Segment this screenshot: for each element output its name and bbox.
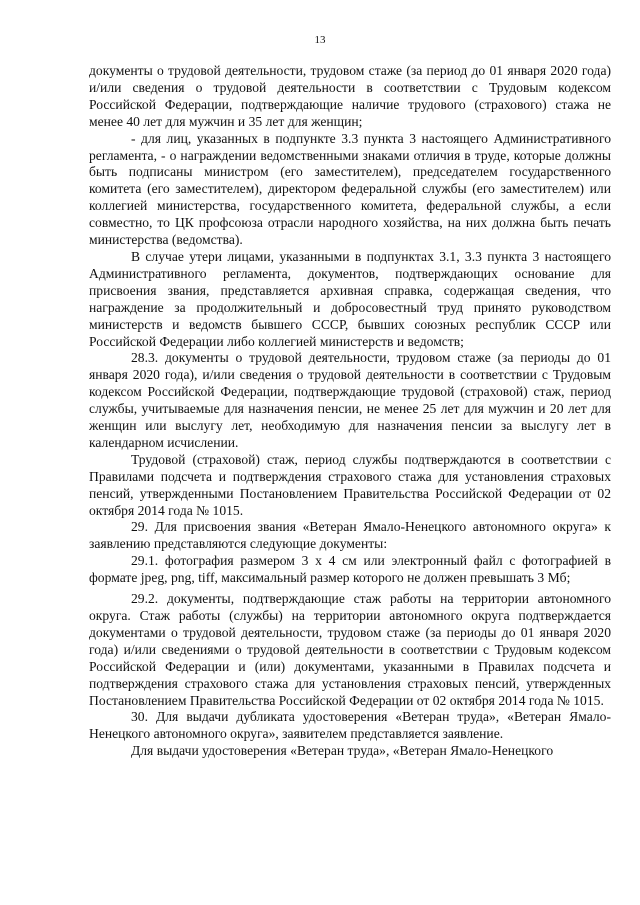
paragraph-29-1: 29.1. фотография размером 3 х 4 см или электронный файл с фотографией в формате jpeg, png, tiff, максимальный размер которого не должен превышать 3 Мб; <box>89 553 611 586</box>
paragraph-departmental-awards: - для лиц, указанных в подпункте 3.3 пункта 3 настоящего Административного регламента, - о награждении ведомственными знаками отличия в труде, которые должны быть подписаны министром (его заместителем), председателем государственного комитета (его заместителем), директором федеральной службы (его заместителем) или коллегией министерства, государственного комитета, федеральной службы, а если совместно, то ЦК профсоюза отрасли народного хозяйства, на них должна быть печать министерства (ведомства). <box>89 130 611 248</box>
document-body <box>89 63 611 760</box>
paragraph-30: 30. Для выдачи дубликата удостоверения «Ветеран труда», «Ветеран Ямало-Ненецкого автономного округа», заявителем представляется заявление. <box>89 709 611 742</box>
paragraph-29: 29. Для присвоения звания «Ветеран Ямало-Ненецкого автономного округа» к заявлению представляются следующие документы: <box>89 519 611 552</box>
paragraph-work-documents: документы о трудовой деятельности, трудовом стаже (за период до 01 января 2020 года) и/или сведения о трудовой деятельности в соответствии с Трудовым кодексом Российской Федерации, подтверждающие наличие трудового (страхового) стажа не менее 40 лет для мужчин и 35 лет для женщин; <box>89 63 611 129</box>
paragraph-certificate-issue: Для выдачи удостоверения «Ветеран труда», «Ветеран Ямало-Ненецкого <box>131 743 554 759</box>
page-number: 13 <box>314 34 326 46</box>
paragraph-28-3: 28.3. документы о трудовой деятельности, трудовом стаже (за периоды до 01 января 2020 года), и/или сведения о трудовой деятельности в соответствии с Трудовым кодексом Российской Федерации, подтверждающие трудовой (страховой) стаж, период службы, учитываемые для назначения пенсии, не менее 25 лет для мужчин и 20 лет для женщин или выслугу лет, необходимую для назначения пенсии за выслугу лет в календарном исчислении. <box>89 350 611 450</box>
paragraph-29-2: 29.2. документы, подтверждающие стаж работы на территории автономного округа. Стаж работы (службы) на территории автономного округа подтверждается документами о трудовой деятельности, трудовом стаже (за периоды до 01 января 2020 года) и/или сведениями о трудовой деятельности в соответствии с Трудовым кодексом Российской Федерации и (или) документами, указанными в Правилах подсчета и подтверждения страхового стажа для установления страховых пенсий, утвержденных Постановлением Правительства Российской Федерации от 02 октября 2014 года № 1015. <box>89 591 611 708</box>
paragraph-lost-documents: В случае утери лицами, указанными в подпунктах 3.1, 3.3 пункта 3 настоящего Административного регламента, документов, подтверждающих основание для присвоения звания, представляется архивная справка, содержащая сведения, что награждение за продолжительный и добросовестный труд принято руководством министерств и ведомств бывшего СССР, бывших союзных республик СССР или Российской Федерации либо коллегией министерств и ведомств; <box>89 248 611 349</box>
paragraph-insurance-experience: Трудовой (страховой) стаж, период службы подтверждаются в соответствии с Правилами подсчета и подтверждения страхового стажа для установления страховых пенсий, утвержденными Постановлением Правительства Российской Федерации от 02 октября 2014 года № 1015. <box>89 451 611 518</box>
